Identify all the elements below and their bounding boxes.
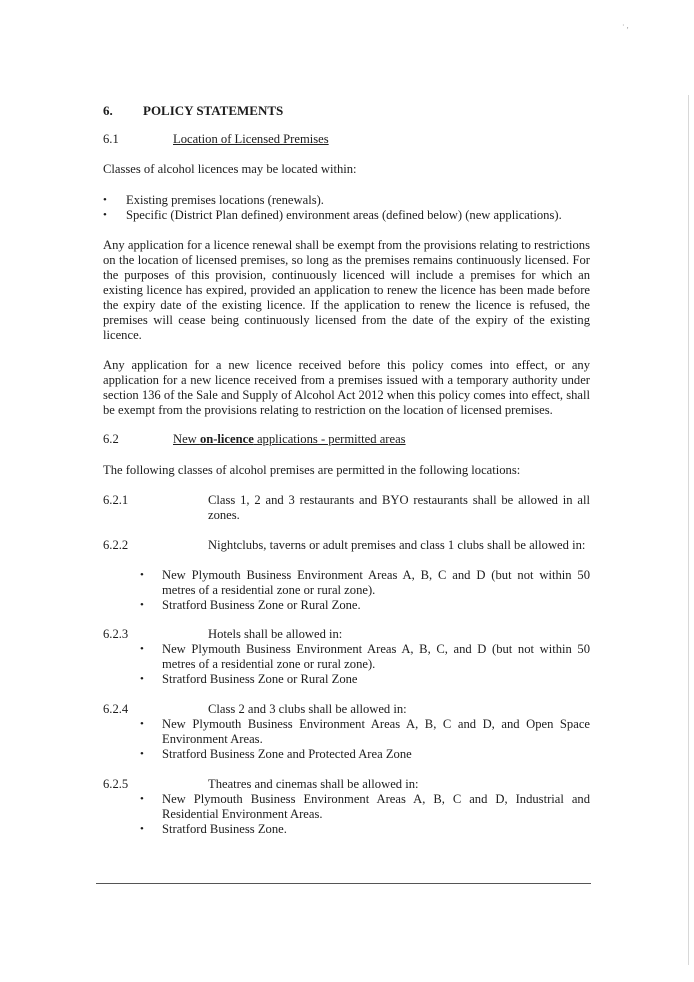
intro-text: Classes of alcohol licences may be located within:: [103, 162, 357, 176]
intro-text: The following classes of alcohol premises are permitted in the following locations:: [103, 463, 521, 477]
clause-bullet-list: [140, 792, 590, 837]
clause-bullet-list: [140, 717, 590, 762]
subsection-title: [173, 432, 406, 446]
clause-number: 6.2.1: [103, 493, 129, 507]
title-part: New: [173, 432, 200, 446]
section-number: 6.: [103, 103, 113, 118]
list-item: • Stratford Business Zone or Rural Zone.: [140, 598, 590, 613]
clause-bullet-list: [140, 568, 590, 613]
list-item: • New Plymouth Business Environment Areas A, B, C, and D (but not within 50 metres of a residential zone or rural zone).: [140, 642, 590, 672]
list-item: • New Plymouth Business Environment Areas A, B, C and D, Industrial and Residential Environment Areas.: [140, 792, 590, 822]
section-heading: [103, 103, 283, 118]
scan-speck: · ,: [622, 21, 629, 30]
list-item: • Stratford Business Zone and Protected Area Zone: [140, 747, 590, 762]
subsection-6-1-heading: [103, 132, 593, 147]
clause-text: Class 2 and 3 clubs shall be allowed in:: [208, 702, 407, 716]
clause-number: 6.2.2: [103, 538, 129, 552]
list-item: • New Plymouth Business Environment Areas A, B, C and D (but not within 50 metres of a residential zone or rural zone).: [140, 568, 590, 598]
clause-text: Hotels shall be allowed in:: [208, 627, 343, 641]
clause-number: 6.2.4: [103, 702, 129, 716]
renewal-paragraph: Any application for a licence renewal shall be exempt from the provisions relating to restrictions on the location of licensed premises, so long as the premises remains continuously licensed. For the purposes of this provision, continuously licenced will include a premises for which an existing licence has expired, provided an application to renew the licence has been made before the expiry date of the existing licence. If the application to renew the licence is refused, the premises will cease being continuously licensed from the date of the expiry of the existing licence.: [103, 238, 590, 342]
new-licence-paragraph: Any application for a new licence received before this policy comes into effect, or any application for a new licence received from a premises issued with a temporary authority under section 136 of the Sale and Supply of Alcohol Act 2012 when this policy comes into effect, shall be exempt from the provisions relating to restriction on the location of licensed premises.: [103, 358, 590, 417]
footer-rule: [96, 883, 591, 884]
page-edge-shadow: [688, 95, 689, 965]
clause-text: Class 1, 2 and 3 restaurants and BYO restaurants shall be allowed in all zones.: [208, 493, 590, 522]
section-title: POLICY STATEMENTS: [143, 103, 284, 118]
list-item: • Existing premises locations (renewals).: [103, 193, 590, 208]
location-bullet-list: [103, 193, 590, 223]
title-part: applications - permitted areas: [253, 432, 406, 446]
clause-text: Theatres and cinemas shall be allowed in:: [208, 777, 419, 791]
list-item: • New Plymouth Business Environment Areas A, B, C and D, and Open Space Environment Areas.: [140, 717, 590, 747]
subsection-title: Location of Licensed Premises: [173, 132, 329, 146]
clause-number: 6.2.3: [103, 627, 129, 641]
clause-number: 6.2.5: [103, 777, 129, 791]
subsection-number: 6.1: [103, 132, 119, 146]
title-bold-part: on-licence: [199, 432, 254, 446]
list-item: • Stratford Business Zone or Rural Zone: [140, 672, 590, 687]
subsection-6-2-heading: [103, 432, 593, 447]
subsection-number: 6.2: [103, 432, 119, 446]
list-item: • Specific (District Plan defined) environment areas (defined below) (new applications).: [103, 208, 590, 223]
list-item: • Stratford Business Zone.: [140, 822, 590, 837]
clause-bullet-list: [140, 642, 590, 687]
clause-text: Nightclubs, taverns or adult premises and class 1 clubs shall be allowed in:: [208, 538, 586, 552]
